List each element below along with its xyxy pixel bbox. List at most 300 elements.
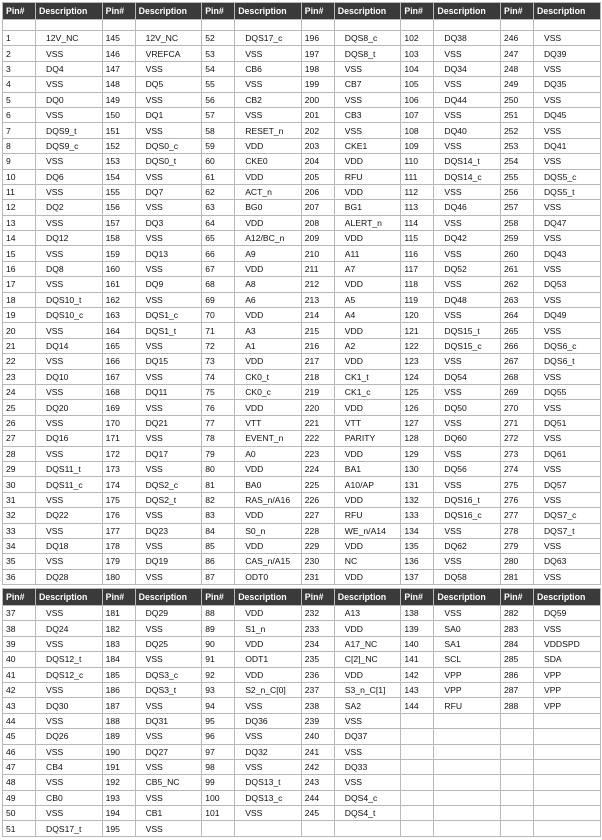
table-row bbox=[3, 729, 601, 744]
pin-number: 70 bbox=[202, 308, 235, 323]
pin-number: 17 bbox=[3, 277, 36, 292]
pin-number: 52 bbox=[202, 31, 235, 46]
pin-description: VTT bbox=[334, 415, 401, 430]
pin-description: DQ56 bbox=[434, 461, 501, 476]
pin-description: DQ16 bbox=[36, 431, 103, 446]
pin-description: CB6 bbox=[235, 61, 302, 76]
pin-description: DQ31 bbox=[135, 713, 202, 728]
pin-description: VSS bbox=[36, 354, 103, 369]
pin-number: 5 bbox=[3, 92, 36, 107]
table-row bbox=[3, 169, 601, 184]
pin-description: DQ21 bbox=[135, 415, 202, 430]
header-pin: Pin# bbox=[401, 3, 434, 20]
pin-description: DQ28 bbox=[36, 569, 103, 584]
pin-description: VSS bbox=[533, 492, 600, 507]
pin-number: 245 bbox=[301, 806, 334, 821]
pin-description: VSS bbox=[36, 492, 103, 507]
pin-number: 68 bbox=[202, 277, 235, 292]
header-description: Description bbox=[36, 589, 103, 606]
pin-description: DQ62 bbox=[434, 538, 501, 553]
pin-number: 276 bbox=[500, 492, 533, 507]
table-row bbox=[3, 492, 601, 507]
pin-description: VSS bbox=[533, 123, 600, 138]
pin-number: 115 bbox=[401, 231, 434, 246]
header-row bbox=[3, 589, 601, 606]
pin-description: VSS bbox=[36, 415, 103, 430]
pin-description: VSS bbox=[334, 123, 401, 138]
pin-description: VSS bbox=[533, 31, 600, 46]
pin-description: VSS bbox=[36, 446, 103, 461]
pin-description bbox=[533, 821, 600, 836]
pin-number: 241 bbox=[301, 744, 334, 759]
pin-number: 106 bbox=[401, 92, 434, 107]
pin-number: 231 bbox=[301, 569, 334, 584]
pin-description: DQS11_c bbox=[36, 477, 103, 492]
pin-number: 118 bbox=[401, 277, 434, 292]
pin-number: 38 bbox=[3, 621, 36, 636]
empty-cell bbox=[334, 20, 401, 31]
pin-number: 235 bbox=[301, 652, 334, 667]
pin-number: 169 bbox=[102, 400, 135, 415]
pin-description bbox=[434, 790, 501, 805]
pin-description: DQ2 bbox=[36, 200, 103, 215]
pin-description bbox=[434, 729, 501, 744]
pin-description: VSS bbox=[36, 77, 103, 92]
pin-description: VSS bbox=[533, 369, 600, 384]
pin-number: 177 bbox=[102, 523, 135, 538]
pin-number: 273 bbox=[500, 446, 533, 461]
pin-description: VSS bbox=[235, 729, 302, 744]
pin-description: S0_n bbox=[235, 523, 302, 538]
pin-description: DQS10_c bbox=[36, 308, 103, 323]
pin-number bbox=[202, 821, 235, 836]
pin-number: 222 bbox=[301, 431, 334, 446]
pin-number: 261 bbox=[500, 261, 533, 276]
pin-description: DQS13_t bbox=[235, 775, 302, 790]
table-row bbox=[3, 46, 601, 61]
pin-table-top bbox=[2, 2, 601, 585]
pin-description: DQ22 bbox=[36, 508, 103, 523]
table-row bbox=[3, 123, 601, 138]
pin-description: VDD bbox=[235, 169, 302, 184]
pin-number: 95 bbox=[202, 713, 235, 728]
table-row bbox=[3, 415, 601, 430]
pin-number: 272 bbox=[500, 431, 533, 446]
pin-number: 188 bbox=[102, 713, 135, 728]
pin-description: VSS bbox=[36, 523, 103, 538]
pin-description: DQ42 bbox=[434, 231, 501, 246]
table-row bbox=[3, 538, 601, 553]
pin-number: 275 bbox=[500, 477, 533, 492]
pin-number: 48 bbox=[3, 775, 36, 790]
pin-description: VDD bbox=[334, 667, 401, 682]
pin-description: DQ39 bbox=[533, 46, 600, 61]
pin-number: 33 bbox=[3, 523, 36, 538]
pin-number: 86 bbox=[202, 554, 235, 569]
pin-description: VSS bbox=[135, 92, 202, 107]
pin-description: RFU bbox=[334, 508, 401, 523]
pin-number: 269 bbox=[500, 384, 533, 399]
pin-description: DQS0_t bbox=[135, 154, 202, 169]
pin-number: 60 bbox=[202, 154, 235, 169]
pin-number bbox=[500, 713, 533, 728]
pin-number: 151 bbox=[102, 123, 135, 138]
pin-number: 153 bbox=[102, 154, 135, 169]
table-row bbox=[3, 790, 601, 805]
pin-number: 262 bbox=[500, 277, 533, 292]
pin-number: 94 bbox=[202, 698, 235, 713]
pin-number: 146 bbox=[102, 46, 135, 61]
table-row bbox=[3, 138, 601, 153]
pin-number: 191 bbox=[102, 759, 135, 774]
pin-description: VSS bbox=[36, 46, 103, 61]
pin-description: VSS bbox=[135, 821, 202, 836]
pin-number: 168 bbox=[102, 384, 135, 399]
pin-description: VSS bbox=[434, 107, 501, 122]
pin-number: 142 bbox=[401, 667, 434, 682]
pin-number: 179 bbox=[102, 554, 135, 569]
pin-number: 116 bbox=[401, 246, 434, 261]
pin-number: 19 bbox=[3, 308, 36, 323]
pin-number: 20 bbox=[3, 323, 36, 338]
pin-description: VSS bbox=[36, 606, 103, 621]
pin-description: DQS12_c bbox=[36, 667, 103, 682]
pin-number: 24 bbox=[3, 384, 36, 399]
pin-number: 284 bbox=[500, 636, 533, 651]
pin-number: 198 bbox=[301, 61, 334, 76]
pin-number: 141 bbox=[401, 652, 434, 667]
pin-description: DQS8_c bbox=[334, 31, 401, 46]
spacer-row bbox=[3, 20, 601, 31]
pin-number: 264 bbox=[500, 308, 533, 323]
pin-description: DQ30 bbox=[36, 698, 103, 713]
pin-number: 174 bbox=[102, 477, 135, 492]
pin-number: 27 bbox=[3, 431, 36, 446]
pin-description: VSS bbox=[235, 77, 302, 92]
pin-description: DQ20 bbox=[36, 400, 103, 415]
pin-description: DQ11 bbox=[135, 384, 202, 399]
pin-number: 7 bbox=[3, 123, 36, 138]
pin-number: 238 bbox=[301, 698, 334, 713]
pin-number: 101 bbox=[202, 806, 235, 821]
pin-description: VSS bbox=[36, 246, 103, 261]
pin-number: 107 bbox=[401, 107, 434, 122]
pin-number: 91 bbox=[202, 652, 235, 667]
pin-description: BG0 bbox=[235, 200, 302, 215]
pin-number: 206 bbox=[301, 184, 334, 199]
pin-number: 113 bbox=[401, 200, 434, 215]
pin-number: 279 bbox=[500, 538, 533, 553]
pin-description: DQS4_c bbox=[334, 790, 401, 805]
empty-cell bbox=[434, 20, 501, 31]
pin-number: 51 bbox=[3, 821, 36, 836]
pin-description: VSS bbox=[235, 46, 302, 61]
pin-description: SA2 bbox=[334, 698, 401, 713]
header-description: Description bbox=[434, 589, 501, 606]
pin-number: 225 bbox=[301, 477, 334, 492]
pin-description: VSS bbox=[135, 569, 202, 584]
table-row bbox=[3, 652, 601, 667]
pin-number: 29 bbox=[3, 461, 36, 476]
pin-number: 15 bbox=[3, 246, 36, 261]
pin-number: 102 bbox=[401, 31, 434, 46]
header-description: Description bbox=[334, 3, 401, 20]
header-row bbox=[3, 3, 601, 20]
pin-description: ACT_n bbox=[235, 184, 302, 199]
pin-description: C[2]_NC bbox=[334, 652, 401, 667]
pin-description: VSS bbox=[334, 713, 401, 728]
pin-description: VDD bbox=[334, 538, 401, 553]
pin-number: 43 bbox=[3, 698, 36, 713]
pin-number: 58 bbox=[202, 123, 235, 138]
pin-number: 211 bbox=[301, 261, 334, 276]
pin-description: A7 bbox=[334, 261, 401, 276]
pin-number: 170 bbox=[102, 415, 135, 430]
pin-number: 265 bbox=[500, 323, 533, 338]
header-pin: Pin# bbox=[500, 3, 533, 20]
pin-table-bottom bbox=[2, 588, 601, 837]
pin-number: 178 bbox=[102, 538, 135, 553]
pin-description: VSS bbox=[135, 200, 202, 215]
pin-number: 255 bbox=[500, 169, 533, 184]
pin-number: 268 bbox=[500, 369, 533, 384]
pin-number: 78 bbox=[202, 431, 235, 446]
pin-number: 103 bbox=[401, 46, 434, 61]
pin-description: VSS bbox=[533, 569, 600, 584]
pin-description: NC bbox=[334, 554, 401, 569]
pin-description: DQ19 bbox=[135, 554, 202, 569]
pin-description bbox=[434, 713, 501, 728]
pin-number: 281 bbox=[500, 569, 533, 584]
pin-description: DQS4_t bbox=[334, 806, 401, 821]
pin-description: DQ17 bbox=[135, 446, 202, 461]
pin-number: 32 bbox=[3, 508, 36, 523]
pin-number: 96 bbox=[202, 729, 235, 744]
pin-number: 47 bbox=[3, 759, 36, 774]
pin-description: VSS bbox=[36, 323, 103, 338]
pin-number: 53 bbox=[202, 46, 235, 61]
pin-number: 1 bbox=[3, 31, 36, 46]
pin-description: VSS bbox=[235, 698, 302, 713]
pin-number: 230 bbox=[301, 554, 334, 569]
pin-description: VDD bbox=[235, 261, 302, 276]
pin-description: DQ23 bbox=[135, 523, 202, 538]
pin-number: 79 bbox=[202, 446, 235, 461]
pin-description: CKE0 bbox=[235, 154, 302, 169]
pin-description: VSS bbox=[434, 308, 501, 323]
pin-description: VSS bbox=[36, 682, 103, 697]
pin-number: 133 bbox=[401, 508, 434, 523]
pin-number: 247 bbox=[500, 46, 533, 61]
pin-number: 277 bbox=[500, 508, 533, 523]
pin-description: DQ32 bbox=[235, 744, 302, 759]
pin-description: DQ24 bbox=[36, 621, 103, 636]
table-row bbox=[3, 92, 601, 107]
pin-description: VSS bbox=[434, 277, 501, 292]
header-pin: Pin# bbox=[202, 589, 235, 606]
pin-number: 164 bbox=[102, 323, 135, 338]
pin-number: 85 bbox=[202, 538, 235, 553]
pin-number: 117 bbox=[401, 261, 434, 276]
pin-number: 41 bbox=[3, 667, 36, 682]
table-row bbox=[3, 508, 601, 523]
pin-description: DQ35 bbox=[533, 77, 600, 92]
pin-description: VSS bbox=[533, 323, 600, 338]
pin-description: DQS13_c bbox=[235, 790, 302, 805]
pin-number: 195 bbox=[102, 821, 135, 836]
pin-description: DQ49 bbox=[533, 308, 600, 323]
pin-description: VDD bbox=[334, 323, 401, 338]
pin-number: 59 bbox=[202, 138, 235, 153]
pin-description: DQ34 bbox=[434, 61, 501, 76]
pin-number bbox=[500, 744, 533, 759]
table-row bbox=[3, 246, 601, 261]
pin-description bbox=[334, 821, 401, 836]
pin-number: 199 bbox=[301, 77, 334, 92]
pin-number: 89 bbox=[202, 621, 235, 636]
empty-cell bbox=[401, 20, 434, 31]
pin-number: 76 bbox=[202, 400, 235, 415]
pin-description bbox=[434, 806, 501, 821]
pin-number: 286 bbox=[500, 667, 533, 682]
pin-number: 66 bbox=[202, 246, 235, 261]
pin-description: VDD bbox=[334, 154, 401, 169]
header-description: Description bbox=[334, 589, 401, 606]
pin-description: VDD bbox=[334, 184, 401, 199]
pin-description: VSS bbox=[135, 400, 202, 415]
pin-number: 237 bbox=[301, 682, 334, 697]
pin-description: A11 bbox=[334, 246, 401, 261]
pin-number: 283 bbox=[500, 621, 533, 636]
pin-number: 233 bbox=[301, 621, 334, 636]
pin-number: 49 bbox=[3, 790, 36, 805]
pin-description: VSS bbox=[533, 231, 600, 246]
pin-number: 263 bbox=[500, 292, 533, 307]
pin-description: DQS7_t bbox=[533, 523, 600, 538]
pin-number: 63 bbox=[202, 200, 235, 215]
pin-description: VDD bbox=[334, 569, 401, 584]
pin-description: DQ59 bbox=[533, 606, 600, 621]
pin-description: VDD bbox=[235, 308, 302, 323]
table-row bbox=[3, 744, 601, 759]
pin-description: VDD bbox=[334, 492, 401, 507]
pin-number: 282 bbox=[500, 606, 533, 621]
empty-cell bbox=[102, 20, 135, 31]
pin-description: A17_NC bbox=[334, 636, 401, 651]
pin-number: 57 bbox=[202, 107, 235, 122]
header-description: Description bbox=[533, 589, 600, 606]
pin-description: VSS bbox=[434, 184, 501, 199]
table-row bbox=[3, 400, 601, 415]
pin-number: 139 bbox=[401, 621, 434, 636]
pin-description: DQS6_c bbox=[533, 338, 600, 353]
pin-description: VSS bbox=[533, 92, 600, 107]
pin-description: A10/AP bbox=[334, 477, 401, 492]
pin-number: 285 bbox=[500, 652, 533, 667]
header-pin: Pin# bbox=[500, 589, 533, 606]
table-row bbox=[3, 231, 601, 246]
header-pin: Pin# bbox=[202, 3, 235, 20]
pin-number: 217 bbox=[301, 354, 334, 369]
pin-description: VSS bbox=[533, 461, 600, 476]
pin-number: 213 bbox=[301, 292, 334, 307]
pin-number: 259 bbox=[500, 231, 533, 246]
pin-number: 69 bbox=[202, 292, 235, 307]
pin-number: 143 bbox=[401, 682, 434, 697]
pin-description: RFU bbox=[334, 169, 401, 184]
table-row bbox=[3, 154, 601, 169]
pin-description bbox=[434, 759, 501, 774]
pin-number: 210 bbox=[301, 246, 334, 261]
pin-description: VPP bbox=[533, 682, 600, 697]
pin-number: 50 bbox=[3, 806, 36, 821]
pin-description: VSS bbox=[135, 338, 202, 353]
pin-description: DQ41 bbox=[533, 138, 600, 153]
pin-number: 137 bbox=[401, 569, 434, 584]
pin-number: 219 bbox=[301, 384, 334, 399]
pin-description: DQ15 bbox=[135, 354, 202, 369]
pin-number bbox=[500, 790, 533, 805]
header-pin: Pin# bbox=[3, 589, 36, 606]
table-row bbox=[3, 713, 601, 728]
pin-description: VSS bbox=[533, 431, 600, 446]
pin-description: VSS bbox=[533, 400, 600, 415]
pin-number: 73 bbox=[202, 354, 235, 369]
pin-description: VSS bbox=[334, 744, 401, 759]
header-description: Description bbox=[434, 3, 501, 20]
table-row bbox=[3, 338, 601, 353]
pin-description: VDD bbox=[235, 138, 302, 153]
pin-description: VSS bbox=[533, 61, 600, 76]
pin-description: VSS bbox=[135, 61, 202, 76]
pin-description: DQS15_c bbox=[434, 338, 501, 353]
pin-number: 46 bbox=[3, 744, 36, 759]
pin-description bbox=[434, 744, 501, 759]
pin-number: 242 bbox=[301, 759, 334, 774]
pin-description: DQ7 bbox=[135, 184, 202, 199]
pin-description: A0 bbox=[235, 446, 302, 461]
pin-number: 167 bbox=[102, 369, 135, 384]
pin-number: 232 bbox=[301, 606, 334, 621]
pin-number: 127 bbox=[401, 415, 434, 430]
pin-description: VSS bbox=[135, 431, 202, 446]
pin-number: 163 bbox=[102, 308, 135, 323]
table-row bbox=[3, 31, 601, 46]
table-row bbox=[3, 621, 601, 636]
pin-description: A6 bbox=[235, 292, 302, 307]
pin-description: DQ38 bbox=[434, 31, 501, 46]
pin-description: DQ12 bbox=[36, 231, 103, 246]
empty-cell bbox=[202, 20, 235, 31]
pin-number: 12 bbox=[3, 200, 36, 215]
pin-description: RFU bbox=[434, 698, 501, 713]
pin-description: VDD bbox=[235, 215, 302, 230]
pin-number: 256 bbox=[500, 184, 533, 199]
pin-number: 80 bbox=[202, 461, 235, 476]
pin-number: 129 bbox=[401, 446, 434, 461]
pin-number: 287 bbox=[500, 682, 533, 697]
pin-number: 67 bbox=[202, 261, 235, 276]
table-row bbox=[3, 384, 601, 399]
pin-description: CK1_c bbox=[334, 384, 401, 399]
pin-description bbox=[533, 713, 600, 728]
header-pin: Pin# bbox=[102, 3, 135, 20]
pin-description: VSS bbox=[334, 775, 401, 790]
pin-description: CKE1 bbox=[334, 138, 401, 153]
pin-description: VSS bbox=[36, 775, 103, 790]
pin-number: 45 bbox=[3, 729, 36, 744]
pin-number: 4 bbox=[3, 77, 36, 92]
